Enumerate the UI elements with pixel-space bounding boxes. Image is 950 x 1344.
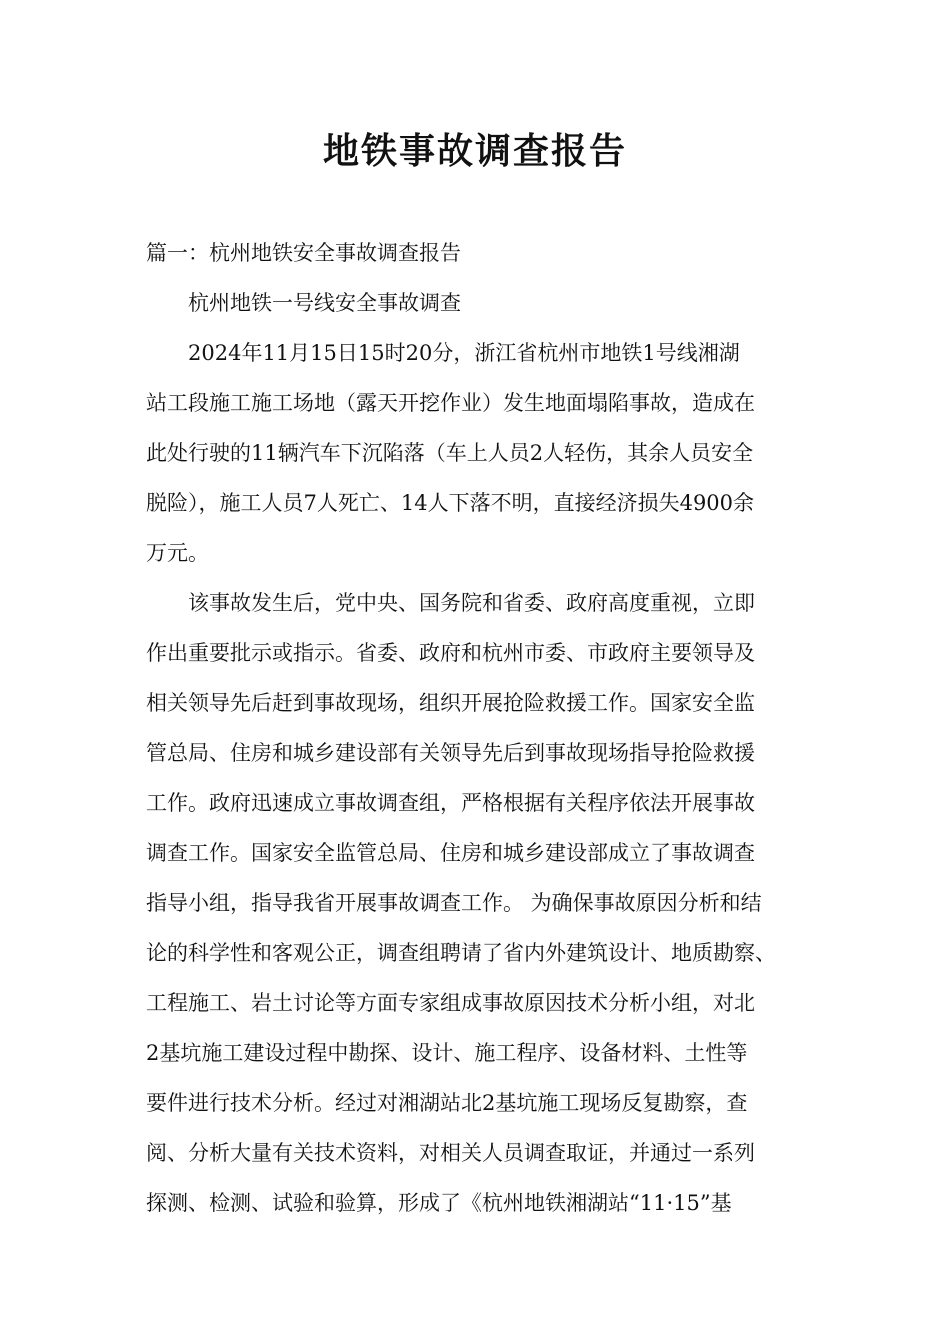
paragraph-line: 脱险），施工人员7人死亡、14人下落不明，直接经济损失4900余	[146, 491, 755, 515]
subsection-heading: 杭州地铁一号线安全事故调查	[188, 291, 461, 315]
paragraph-line: 相关领导先后赶到事故现场，组织开展抢险救援工作。国家安全监	[146, 691, 755, 715]
section-heading: 篇一：杭州地铁安全事故调查报告	[146, 241, 461, 265]
paragraph-line: 论的科学性和客观公正，调查组聘请了省内外建筑设计、地质勘察、	[146, 941, 776, 965]
paragraph-line: 站工段施工施工场地（露天开挖作业）发生地面塌陷事故，造成在	[146, 391, 755, 415]
document-title: 地铁事故调查报告	[322, 131, 627, 172]
paragraph-line: 此处行驶的11辆汽车下沉陷落（车上人员2人轻伤，其余人员安全	[146, 441, 754, 465]
paragraph-line: 2024年11月15日15时20分，浙江省杭州市地铁1号线湘湖	[188, 341, 740, 365]
paragraph-line: 探测、检测、试验和验算，形成了《杭州地铁湘湖站“11·15”基	[146, 1191, 732, 1215]
paragraph-line: 作出重要批示或指示。省委、政府和杭州市委、市政府主要领导及	[146, 641, 755, 665]
paragraph-line: 指导小组，指导我省开展事故调查工作。 为确保事故原因分析和结	[146, 891, 762, 915]
paragraph-line: 调查工作。国家安全监管总局、住房和城乡建设部成立了事故调查	[146, 841, 755, 865]
paragraph-line: 工程施工、岩土讨论等方面专家组成事故原因技术分析小组，对北	[146, 991, 755, 1015]
paragraph-line: 管总局、住房和城乡建设部有关领导先后到事故现场指导抢险救援	[146, 741, 755, 765]
paragraph-line: 2基坑施工建设过程中勘探、设计、施工程序、设备材料、土性等	[146, 1041, 748, 1065]
paragraph-line: 工作。政府迅速成立事故调查组，严格根据有关程序依法开展事故	[146, 791, 755, 815]
paragraph-line: 万元。	[146, 541, 209, 565]
paragraph-line: 阅、分析大量有关技术资料，对相关人员调查取证，并通过一系列	[146, 1141, 755, 1165]
paragraph-line: 该事故发生后，党中央、国务院和省委、政府高度重视，立即	[188, 591, 755, 615]
paragraph-line: 要件进行技术分析。经过对湘湖站北2基坑施工现场反复勘察，查	[146, 1091, 748, 1115]
